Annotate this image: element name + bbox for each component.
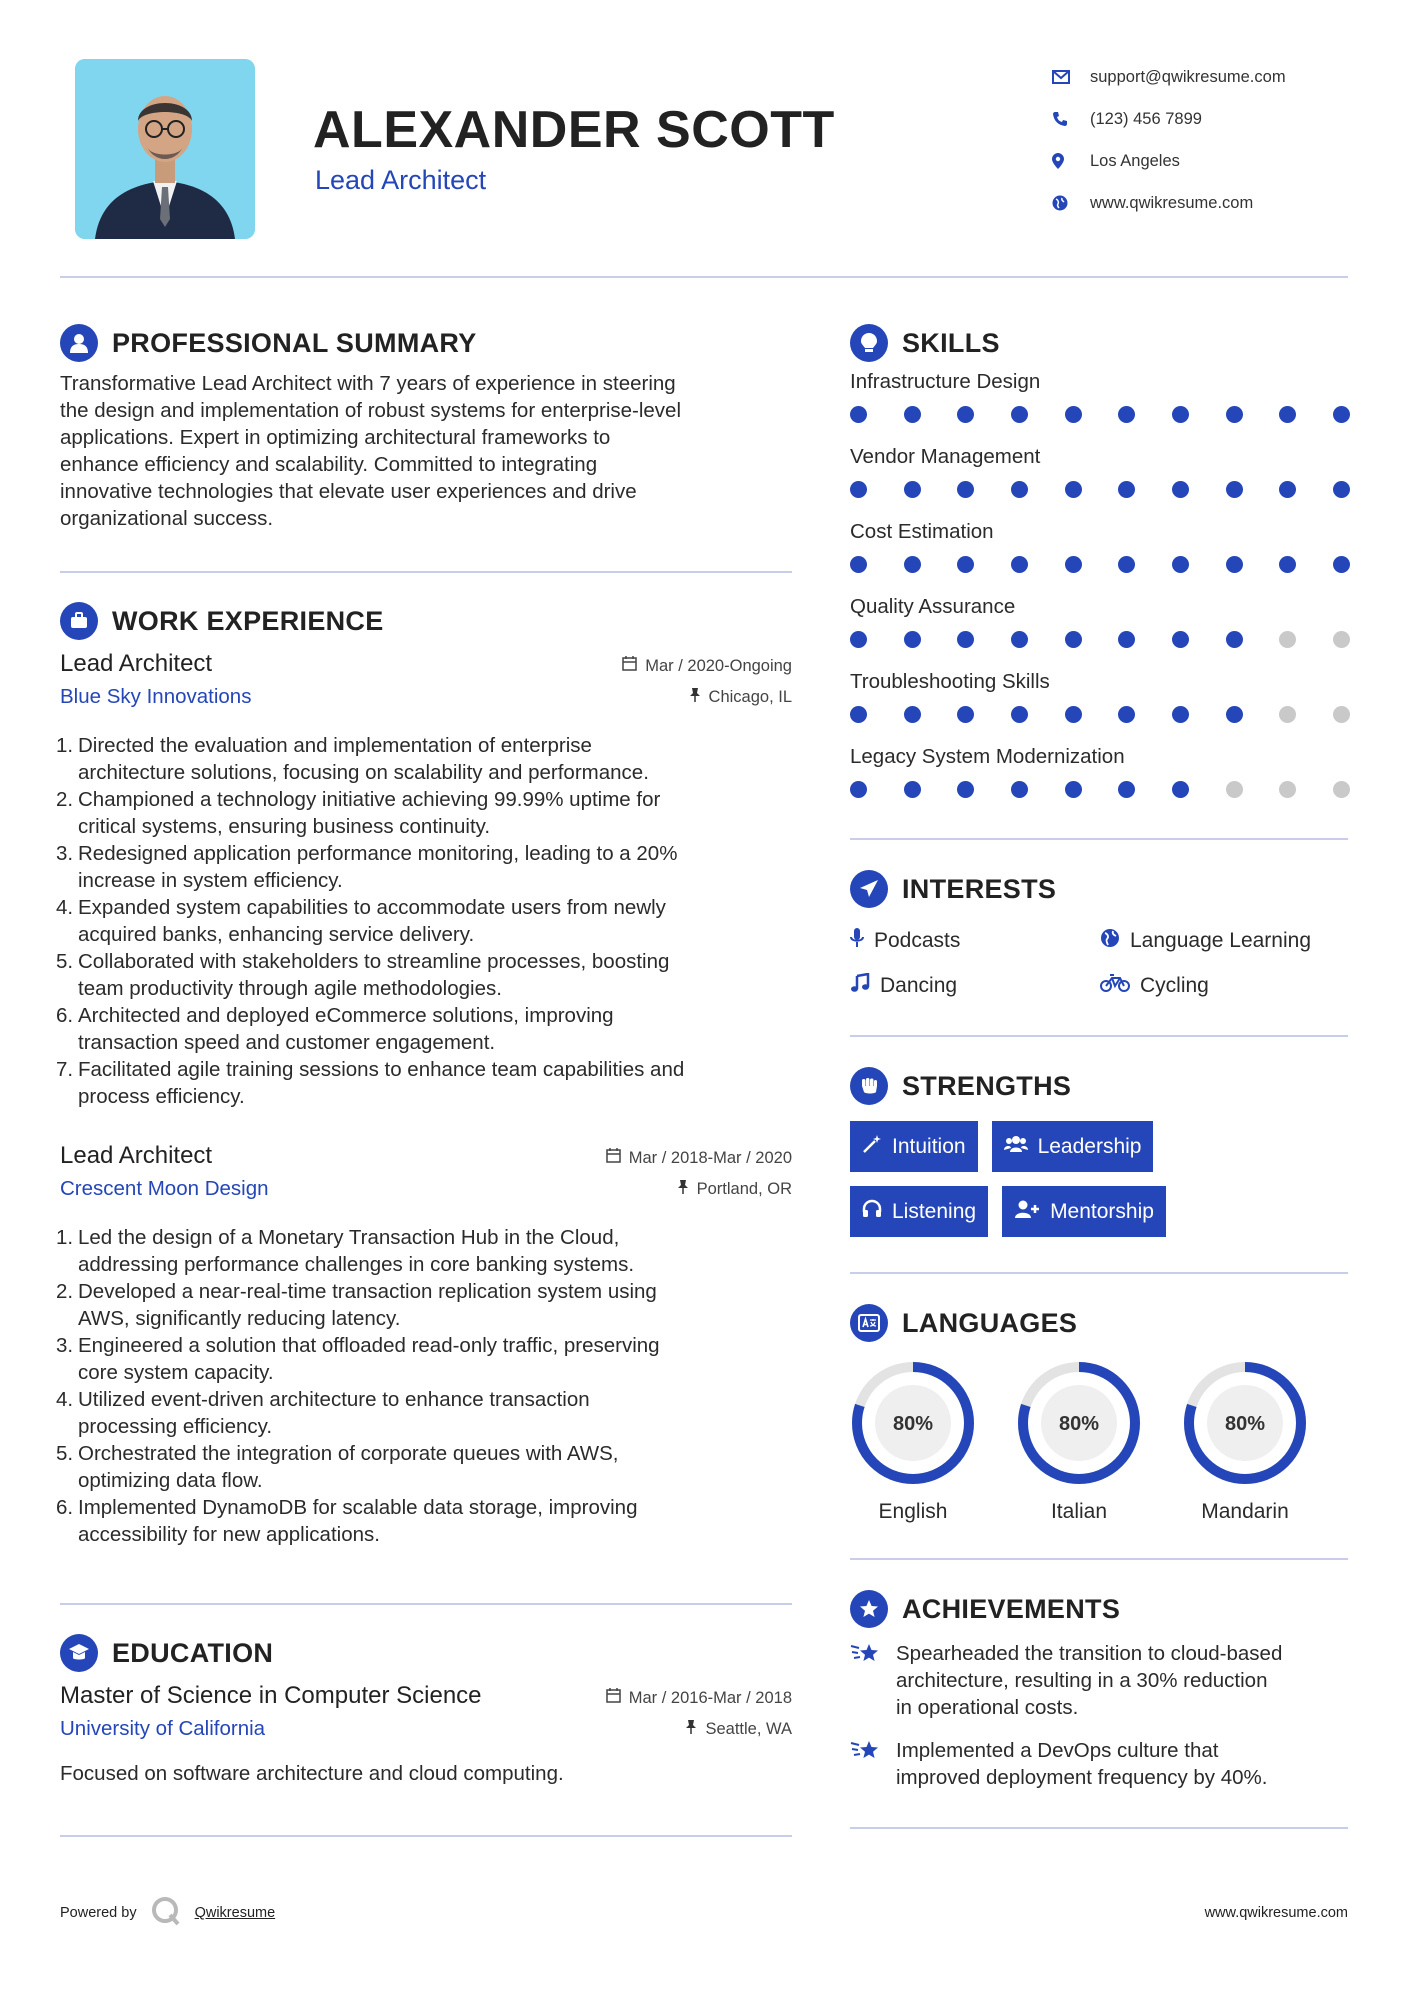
languages-heading — [850, 1304, 1350, 1342]
skill-rating — [850, 781, 1350, 798]
bullet-line: process efficiency. — [78, 1085, 245, 1108]
bicycle-icon — [1100, 973, 1130, 999]
bullet-line: addressing performance challenges in core banking systems. — [78, 1253, 635, 1276]
rating-dot-filled — [1118, 781, 1135, 798]
strength-label: Mentorship — [1050, 1199, 1154, 1223]
interest-item — [850, 963, 1100, 1008]
interest-item — [1100, 963, 1350, 1008]
skill-rating — [850, 481, 1350, 498]
job-title: Lead Architect — [60, 1142, 213, 1169]
list-item: 2. Developed a near-real-time transaction replication system using AWS, significantly reducing latency. — [60, 1278, 792, 1332]
contact-location-text: Los Angeles — [1090, 151, 1180, 170]
rating-dot-filled — [904, 706, 921, 723]
rating-dot-filled — [1011, 781, 1028, 798]
rating-dot-filled — [1172, 481, 1189, 498]
education-section — [60, 1634, 792, 1787]
skills-title: SKILLS — [902, 327, 1000, 358]
skills-section — [850, 324, 1350, 820]
skill-name: Legacy System Modernization — [850, 745, 1125, 768]
rating-dot-filled — [1011, 406, 1028, 423]
bullet-line: Expanded system capabilities to accommodate users from newly — [78, 896, 666, 919]
bullet-line: architecture solutions, focusing on scalability and performance. — [78, 761, 649, 784]
languages-title: LANGUAGES — [902, 1307, 1078, 1338]
candidate-name: ALEXANDER SCOTT — [313, 101, 835, 159]
interest-label: Dancing — [880, 973, 958, 997]
contact-website[interactable] — [1050, 182, 1286, 224]
rating-dot-empty — [1279, 631, 1296, 648]
education-heading — [60, 1634, 792, 1672]
achievements-title: ACHIEVEMENTS — [902, 1593, 1121, 1624]
achievement-line: improved deployment frequency by 40%. — [896, 1766, 1268, 1789]
rating-dot-filled — [1011, 556, 1028, 573]
rating-dot-filled — [957, 481, 974, 498]
footer-left — [60, 1896, 275, 1930]
strength-label: Intuition — [892, 1134, 966, 1158]
contact-email[interactable] — [1050, 56, 1286, 98]
skill-name: Cost Estimation — [850, 520, 994, 543]
interest-item — [850, 918, 1100, 963]
language-name: English — [878, 1500, 948, 1523]
rating-dot-filled — [1226, 631, 1243, 648]
calendar-icon — [606, 1688, 621, 1708]
contact-email-text: support@qwikresume.com — [1090, 67, 1286, 86]
contact-list — [1050, 56, 1286, 224]
language-ring — [850, 1360, 976, 1486]
brand-link[interactable]: Qwikresume — [194, 1905, 276, 1921]
user-plus-icon — [1014, 1199, 1040, 1225]
section-divider — [60, 1603, 792, 1605]
summary-title: PROFESSIONAL SUMMARY — [112, 327, 477, 358]
summary-section — [60, 324, 792, 532]
rating-dot-filled — [904, 481, 921, 498]
rating-dot-filled — [1118, 481, 1135, 498]
job-title: Lead Architect — [60, 650, 213, 677]
list-item: 4. Expanded system capabilities to accommodate users from newly acquired banks, enhancing service delivery. — [60, 894, 792, 948]
education-header — [60, 1682, 792, 1748]
list-item: 6. Implemented DynamoDB for scalable data storage, improving accessibility for new applications. — [60, 1494, 792, 1548]
achievements-section — [850, 1590, 1350, 1791]
list-item: 3. Engineered a solution that offloaded read-only traffic, preserving core system capacity. — [60, 1332, 792, 1386]
rating-dot-empty — [1226, 781, 1243, 798]
job-dates-text: Mar / 2020-Ongoing — [645, 656, 792, 675]
summary-line: organizational success. — [60, 507, 274, 530]
briefcase-icon — [60, 602, 98, 640]
bullet-line: Directed the evaluation and implementation of enterprise — [78, 734, 592, 757]
achievements-heading — [850, 1590, 1350, 1628]
rating-dot-filled — [1118, 556, 1135, 573]
language-ring — [1016, 1360, 1142, 1486]
bullet-line: Redesigned application performance monitoring, leading to a 20% — [78, 842, 678, 865]
rating-dot-filled — [1279, 556, 1296, 573]
fist-icon — [850, 1067, 888, 1105]
rating-dot-filled — [1118, 631, 1135, 648]
achievement-line: Spearheaded the transition to cloud-based — [896, 1642, 1283, 1665]
footer-website[interactable]: www.qwikresume.com — [1204, 1905, 1348, 1921]
user-icon — [60, 324, 98, 362]
translate-icon — [850, 1304, 888, 1342]
bullet-line: team productivity through agile methodologies. — [78, 977, 502, 1000]
globe-icon — [1100, 928, 1120, 954]
skills-list — [850, 370, 1350, 798]
list-item: 1. Led the design of a Monetary Transaction Hub in the Cloud, addressing performance challenges in core banking systems. — [60, 1224, 792, 1278]
skills-heading — [850, 324, 1350, 362]
language-ring — [1182, 1360, 1308, 1486]
bullet-line: Architected and deployed eCommerce solutions, improving — [78, 1004, 614, 1027]
bullet-line: Utilized event-driven architecture to enhance transaction — [78, 1388, 590, 1411]
strengths-title: STRENGTHS — [902, 1070, 1072, 1101]
bullet-line: Led the design of a Monetary Transaction Hub in the Cloud, — [78, 1226, 620, 1249]
interests-title: INTERESTS — [902, 873, 1057, 904]
music-note-icon — [850, 973, 870, 999]
users-icon — [1004, 1134, 1028, 1160]
microphone-icon — [850, 928, 864, 954]
skill-name: Infrastructure Design — [850, 370, 1041, 393]
header-divider — [60, 276, 1348, 278]
achievement-line: architecture, resulting in a 30% reduction — [896, 1669, 1268, 1692]
list-item: 1. Directed the evaluation and implementation of enterprise architecture solutions, focusing on scalability and performance. — [60, 732, 792, 786]
contact-phone[interactable] — [1050, 98, 1286, 140]
language-name: Italian — [1050, 1500, 1108, 1523]
education-location-text: Seattle, WA — [705, 1720, 792, 1738]
summary-line: enhance efficiency and scalability. Committed to integrating — [60, 453, 598, 476]
summary-text — [60, 370, 792, 532]
rating-dot-filled — [1172, 781, 1189, 798]
strengths-section — [850, 1067, 1350, 1237]
education-title: EDUCATION — [112, 1637, 274, 1668]
job-bullets — [56, 1224, 792, 1548]
rating-dot-filled — [1172, 631, 1189, 648]
rating-dot-filled — [1065, 631, 1082, 648]
rating-dot-filled — [1226, 406, 1243, 423]
star-badge-icon — [850, 1590, 888, 1628]
bullet-line: transaction speed and customer engagement. — [78, 1031, 496, 1054]
envelope-icon — [1050, 70, 1090, 84]
list-item: 7. Facilitated agile training sessions to enhance team capabilities and process efficiency. — [60, 1056, 792, 1110]
rating-dot-filled — [1172, 706, 1189, 723]
rating-dot-empty — [1333, 631, 1350, 648]
contact-location — [1050, 140, 1286, 182]
section-divider — [850, 1272, 1348, 1274]
experience-section — [56, 602, 792, 1548]
rating-dot-filled — [850, 706, 867, 723]
rating-dot-filled — [1011, 481, 1028, 498]
pin-icon — [685, 1720, 697, 1739]
language-percent: 80% — [892, 1413, 934, 1435]
job-company: Blue Sky Innovations — [60, 685, 252, 708]
job-location-text: Chicago, IL — [708, 688, 792, 706]
bullet-line: AWS, significantly reducing latency. — [78, 1307, 401, 1330]
bullet-line: critical systems, ensuring business continuity. — [78, 815, 491, 838]
rating-dot-filled — [1065, 406, 1082, 423]
lightbulb-icon — [850, 324, 888, 362]
job-company: Crescent Moon Design — [60, 1177, 269, 1200]
achievement-item — [850, 1640, 1350, 1721]
graduate-icon — [60, 1634, 98, 1672]
rating-dot-empty — [1279, 781, 1296, 798]
school-name: University of California — [60, 1717, 266, 1740]
phone-icon — [1050, 111, 1090, 127]
section-divider — [850, 838, 1348, 840]
strength-badge — [850, 1121, 978, 1172]
bullet-line: Championed a technology initiative achieving 99.99% uptime for — [78, 788, 661, 811]
powered-by-text: Powered by — [60, 1905, 137, 1921]
skill-name: Vendor Management — [850, 445, 1041, 468]
bullet-line: accessibility for new applications. — [78, 1523, 380, 1546]
education-dates — [606, 1688, 792, 1708]
skill-name: Quality Assurance — [850, 595, 1016, 618]
summary-line: applications. Expert in optimizing architectural frameworks to — [60, 426, 611, 449]
bullet-line: Engineered a solution that offloaded read-only traffic, preserving — [78, 1334, 660, 1357]
rating-dot-filled — [1172, 556, 1189, 573]
language-percent: 80% — [1058, 1413, 1100, 1435]
magic-wand-icon — [862, 1134, 882, 1160]
rating-dot-empty — [1333, 706, 1350, 723]
strength-label: Leadership — [1037, 1134, 1142, 1158]
list-item: 3. Redesigned application performance monitoring, leading to a 20% increase in system efficiency. — [60, 840, 792, 894]
calendar-icon — [606, 1148, 621, 1168]
job-bullets — [56, 732, 792, 1110]
interest-item — [1100, 918, 1350, 963]
job-location — [689, 688, 792, 707]
language-item — [850, 1360, 976, 1524]
skill-rating — [850, 631, 1350, 648]
globe-icon — [1050, 195, 1090, 211]
rating-dot-filled — [957, 706, 974, 723]
rating-dot-empty — [1333, 781, 1350, 798]
section-divider — [60, 1835, 792, 1837]
rating-dot-filled — [904, 556, 921, 573]
experience-title: WORK EXPERIENCE — [112, 605, 384, 636]
job-header — [60, 1142, 792, 1208]
rating-dot-filled — [850, 556, 867, 573]
interest-label: Podcasts — [874, 928, 961, 952]
job-header — [60, 650, 792, 716]
contact-website-text: www.qwikresume.com — [1090, 193, 1254, 212]
rating-dot-filled — [1172, 406, 1189, 423]
job-dates-text: Mar / 2018-Mar / 2020 — [628, 1148, 792, 1167]
pin-icon — [689, 688, 701, 707]
bullet-line: Collaborated with stakeholders to streamline processes, boosting — [78, 950, 670, 973]
bullet-line: Implemented DynamoDB for scalable data storage, improving — [78, 1496, 638, 1519]
section-divider — [60, 571, 792, 573]
rating-dot-filled — [850, 781, 867, 798]
interest-label: Cycling — [1140, 973, 1209, 997]
language-item — [1182, 1360, 1308, 1524]
rating-dot-filled — [1118, 406, 1135, 423]
calendar-icon — [622, 656, 637, 676]
languages-section — [850, 1304, 1350, 1524]
rating-dot-filled — [1011, 706, 1028, 723]
experience-heading — [60, 602, 792, 640]
rating-dot-filled — [1226, 481, 1243, 498]
achievement-line: in operational costs. — [896, 1696, 1079, 1719]
strengths-row — [850, 1186, 1350, 1237]
rating-dot-filled — [1226, 556, 1243, 573]
strength-badge — [1002, 1186, 1166, 1237]
strength-label: Listening — [892, 1199, 977, 1223]
rating-dot-filled — [1065, 781, 1082, 798]
bullet-line: acquired banks, enhancing service delivery. — [78, 923, 475, 946]
education-dates-text: Mar / 2016-Mar / 2018 — [628, 1688, 792, 1707]
achievement-item — [850, 1737, 1350, 1791]
language-percent: 80% — [1224, 1413, 1266, 1435]
degree-title: Master of Science in Computer Science — [60, 1682, 482, 1709]
rating-dot-filled — [957, 556, 974, 573]
rating-dot-filled — [1065, 706, 1082, 723]
bullet-line: increase in system efficiency. — [78, 869, 343, 892]
list-item: 4. Utilized event-driven architecture to enhance transaction processing efficiency. — [60, 1386, 792, 1440]
strength-badge — [850, 1186, 988, 1237]
achievement-line: Implemented a DevOps culture that — [896, 1739, 1219, 1762]
achievement-text — [896, 1737, 1267, 1791]
interest-label: Language Learning — [1130, 928, 1312, 952]
job-dates — [622, 656, 792, 676]
list-item: 5. Orchestrated the integration of corporate queues with AWS, optimizing data flow. — [60, 1440, 792, 1494]
section-divider — [850, 1035, 1348, 1037]
list-item: 6. Architected and deployed eCommerce solutions, improving transaction speed and customer engagement. — [60, 1002, 792, 1056]
qwikresume-logo-icon — [151, 1896, 181, 1930]
headphones-icon — [862, 1199, 882, 1225]
education-location — [685, 1720, 792, 1739]
rating-dot-filled — [1065, 556, 1082, 573]
list-item: 5. Collaborated with stakeholders to streamline processes, boosting team productivity through agile methodologies. — [60, 948, 792, 1002]
rating-dot-filled — [957, 631, 974, 648]
rating-dot-filled — [904, 406, 921, 423]
rating-dot-filled — [1279, 406, 1296, 423]
rating-dot-filled — [904, 631, 921, 648]
rating-dot-filled — [850, 631, 867, 648]
bullet-line: optimizing data flow. — [78, 1469, 263, 1492]
section-divider — [850, 1827, 1348, 1829]
job-location — [677, 1180, 792, 1199]
rating-dot-empty — [1279, 706, 1296, 723]
candidate-title: Lead Architect — [315, 165, 487, 195]
rating-dot-filled — [957, 406, 974, 423]
rating-dot-filled — [1065, 481, 1082, 498]
rating-dot-filled — [1279, 481, 1296, 498]
interests-heading — [850, 870, 1350, 908]
rating-dot-filled — [1011, 631, 1028, 648]
profile-photo — [75, 59, 255, 239]
skill-rating — [850, 706, 1350, 723]
paper-plane-icon — [850, 870, 888, 908]
achievement-text — [896, 1640, 1282, 1721]
language-name: Mandarin — [1201, 1500, 1289, 1523]
list-item: 2. Championed a technology initiative achieving 99.99% uptime for critical systems, ensuring business continuity. — [60, 786, 792, 840]
language-item — [1016, 1360, 1142, 1524]
interests-grid — [850, 918, 1350, 1008]
rating-dot-filled — [1118, 706, 1135, 723]
bullet-line: processing efficiency. — [78, 1415, 273, 1438]
rating-dot-filled — [1333, 481, 1350, 498]
summary-line: innovative technologies that elevate user experiences and drive — [60, 480, 637, 503]
section-divider — [850, 1558, 1348, 1560]
rating-dot-filled — [1333, 406, 1350, 423]
languages-row — [850, 1360, 1350, 1524]
location-icon — [1050, 153, 1090, 169]
shooting-star-icon — [850, 1640, 882, 1721]
strength-badge — [992, 1121, 1154, 1172]
bullet-line: Orchestrated the integration of corporate queues with AWS, — [78, 1442, 619, 1465]
rating-dot-filled — [850, 481, 867, 498]
strengths-heading — [850, 1067, 1350, 1105]
rating-dot-filled — [1226, 706, 1243, 723]
bullet-line: Developed a near-real-time transaction replication system using — [78, 1280, 657, 1303]
pin-icon — [677, 1180, 689, 1199]
skill-name: Troubleshooting Skills — [850, 670, 1050, 693]
interests-section — [850, 870, 1350, 1008]
rating-dot-filled — [904, 781, 921, 798]
summary-heading — [60, 324, 792, 362]
skill-rating — [850, 406, 1350, 423]
bullet-line: Facilitated agile training sessions to enhance team capabilities and — [78, 1058, 685, 1081]
education-description: Focused on software architecture and cloud computing. — [60, 1762, 564, 1785]
summary-line: the design and implementation of robust systems for enterprise-level — [60, 399, 682, 422]
rating-dot-filled — [1333, 556, 1350, 573]
job-location-text: Portland, OR — [696, 1180, 792, 1198]
shooting-star-icon — [850, 1737, 882, 1791]
bullet-line: core system capacity. — [78, 1361, 274, 1384]
contact-phone-text: (123) 456 7899 — [1090, 109, 1202, 128]
strengths-row — [850, 1121, 1350, 1172]
rating-dot-filled — [957, 781, 974, 798]
rating-dot-filled — [850, 406, 867, 423]
skill-rating — [850, 556, 1350, 573]
summary-line: Transformative Lead Architect with 7 years of experience in steering — [60, 372, 676, 395]
job-dates — [606, 1148, 792, 1168]
